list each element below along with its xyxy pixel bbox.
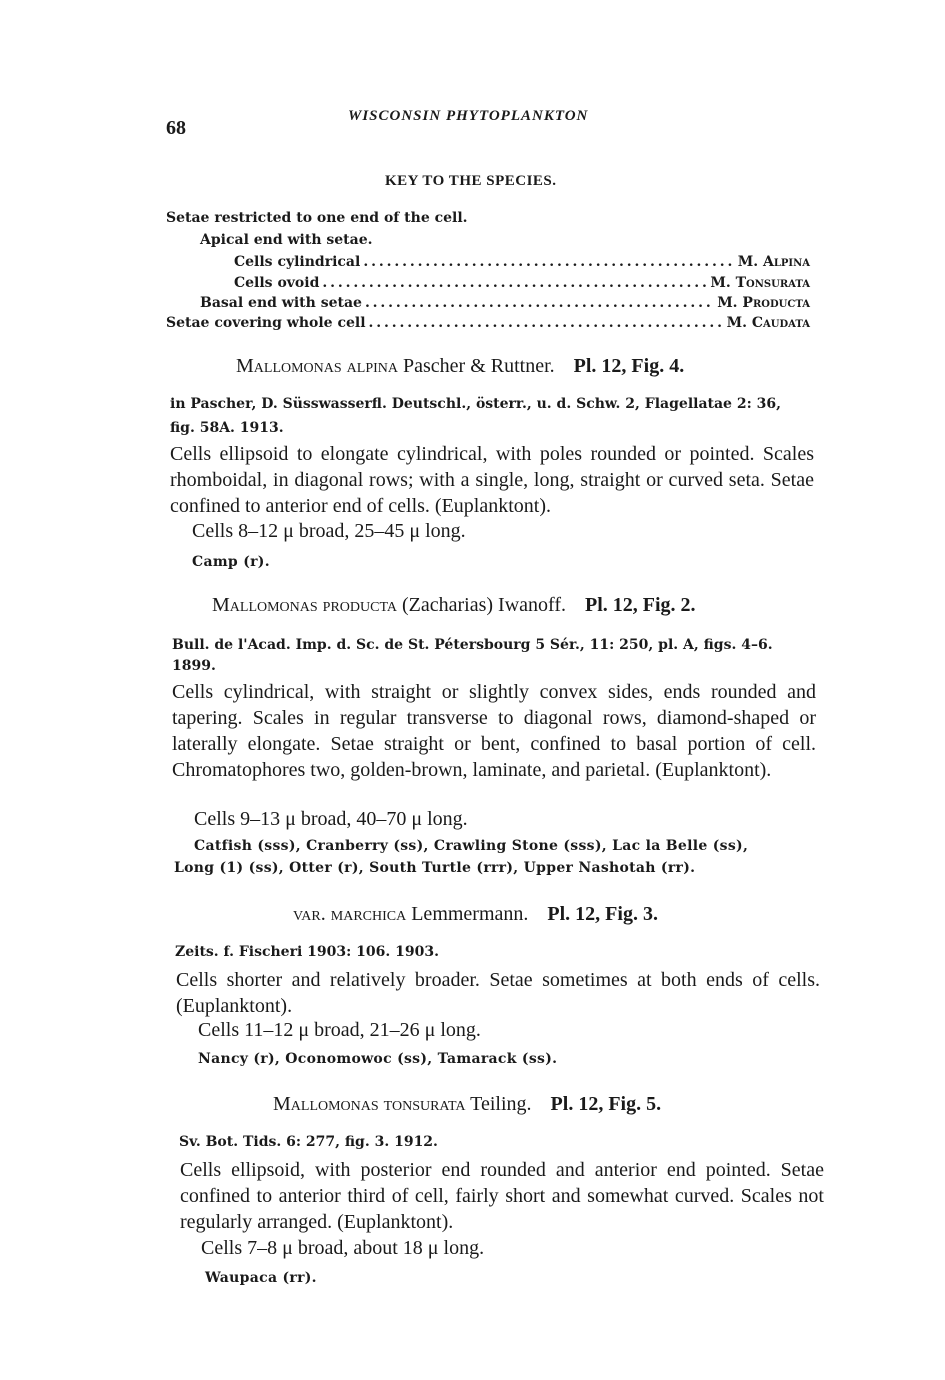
key-line [166, 210, 468, 226]
species-heading [212, 594, 696, 617]
key-line [200, 232, 373, 248]
species-author: Teiling. [465, 1093, 532, 1115]
species-heading [236, 355, 684, 378]
species-dimensions: Cells 8–12 μ broad, 25–45 μ long. [192, 520, 466, 542]
species-dimensions: Cells 9–13 μ broad, 40–70 μ long. [194, 808, 468, 830]
plate-reference: Pl. 12, Fig. 2. [585, 594, 696, 616]
key-line-text: Apical end with setae. [200, 232, 373, 248]
running-title: WISCONSIN PHYTOPLANKTON [348, 108, 589, 124]
species-description: Cells cylindrical, with straight or slightly convex sides, ends rounded and tapering. Scales in regular transverse to diagonal rows, diamond-shaped or laterally elongate. Setae straight or bent, confined to basal portion of cell. Chromatophores two, golden-brown, laminate, and parietal. (Euplanktont). [172, 681, 816, 781]
species-dimensions: Cells 11–12 μ broad, 21–26 μ long. [198, 1019, 481, 1041]
citation: Zeits. f. Fischeri 1903: 106. 1903. [175, 944, 439, 960]
species-description: Cells shorter and relatively broader. Setae sometimes at both ends of cells. (Euplanktont). [176, 969, 820, 1017]
plate-reference: Pl. 12, Fig. 4. [573, 355, 685, 377]
key-line [234, 275, 810, 291]
leader-dots [322, 275, 707, 291]
citation: Bull. de l'Acad. Imp. d. Sc. de St. Pétersbourg 5 Sér., 11: 250, pl. A, figs. 4–6. [172, 637, 773, 653]
key-title: KEY TO THE SPECIES. [385, 173, 557, 189]
key-line-result: M. Tonsurata [710, 275, 810, 291]
key-line [166, 315, 810, 331]
key-line-result: M. Caudata [726, 315, 810, 331]
species-name: Mallomonas producta [212, 594, 398, 616]
key-line [200, 295, 810, 311]
localities: Nancy (r), Oconomowoc (ss), Tamarack (ss). [198, 1051, 558, 1067]
key-line-text: Basal end with setae [200, 295, 362, 311]
key-line-result: M. Alpina [737, 254, 810, 270]
species-name: var. marchica [293, 903, 407, 925]
species-heading [293, 903, 658, 926]
leader-dots [365, 295, 714, 311]
plate-reference: Pl. 12, Fig. 5. [550, 1093, 662, 1115]
citation: in Pascher, D. Süsswasserfl. Deutschl., österr., u. d. Schw. 2, Flagellatae 2: 36, [170, 396, 781, 412]
leader-dots [363, 254, 734, 270]
species-author: Lemmermann. [406, 903, 529, 925]
citation: fig. 58A. 1913. [170, 420, 284, 436]
key-line-text: Cells cylindrical [234, 254, 361, 270]
key-line-text: Setae covering whole cell [166, 315, 366, 331]
species-name: Mallomonas alpina [236, 355, 399, 377]
key-line-result: M. Producta [717, 295, 810, 311]
leader-dots [369, 315, 724, 331]
localities: Camp (r). [192, 554, 270, 570]
citation: Sv. Bot. Tids. 6: 277, fig. 3. 1912. [179, 1134, 438, 1150]
key-line-text: Setae restricted to one end of the cell. [166, 210, 468, 226]
species-dimensions: Cells 7–8 μ broad, about 18 μ long. [201, 1237, 485, 1259]
species-description: Cells ellipsoid, with posterior end rounded and anterior end pointed. Setae confined to anterior third of cell, fairly short and somewhat curved. Scales not regularly arranged. (Euplanktont). [180, 1159, 824, 1233]
species-author: (Zacharias) Iwanoff. [397, 594, 566, 616]
species-heading [273, 1093, 661, 1116]
plate-reference: Pl. 12, Fig. 3. [547, 903, 658, 925]
key-line [234, 254, 810, 270]
species-name: Mallomonas tonsurata [273, 1093, 466, 1115]
localities: Catfish (sss), Cranberry (ss), Crawling Stone (sss), Lac la Belle (ss), [194, 838, 749, 854]
species-author: Pascher & Ruttner. [398, 355, 555, 377]
citation: 1899. [172, 658, 216, 674]
page-number: 68 [166, 117, 186, 139]
localities: Long (1) (ss), Otter (r), South Turtle (rrr), Upper Nashotah (rr). [174, 860, 696, 876]
localities: Waupaca (rr). [205, 1270, 317, 1286]
species-description: Cells ellipsoid to elongate cylindrical, with poles rounded or pointed. Scales rhomboidal, in diagonal rows; with a single, long, straight or curved seta. Setae confined to anterior end of cells. (Euplanktont). [170, 443, 814, 517]
key-line-text: Cells ovoid [234, 275, 320, 291]
